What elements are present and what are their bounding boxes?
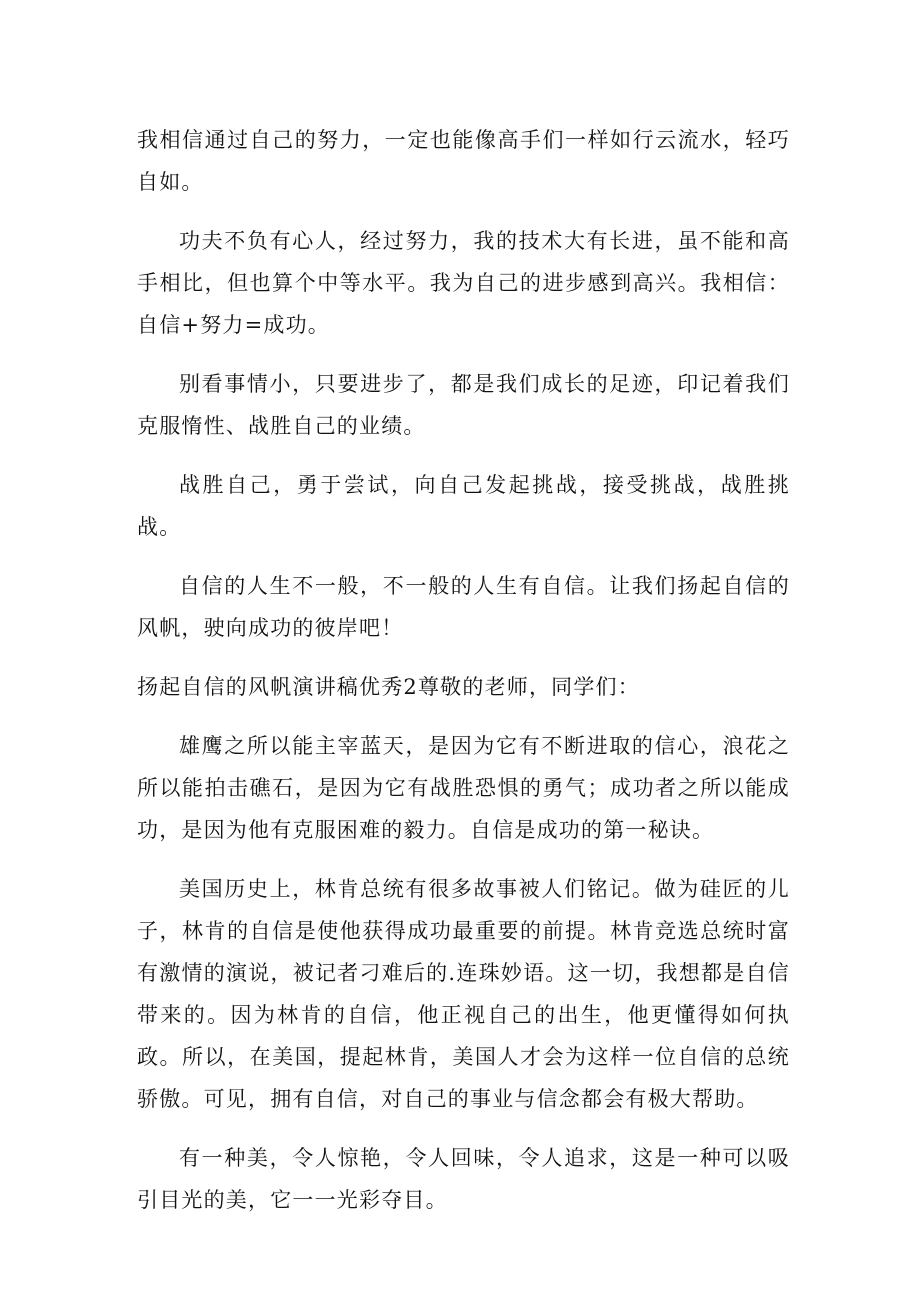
paragraph-eagle: 雄鹰之所以能主宰蓝天，是因为它有不断进取的信心，浪花之所以能拍击礁石，是因为它有战胜恐惧的勇气；成功者之所以能成功，是因为他有克服困难的毅力。自信是成功的第一秘诀。 <box>137 734 790 842</box>
paragraph-beauty: 有一种美，令人惊艳，令人回味，令人追求，这是一种可以吸引目光的美，它一一光彩夺目。 <box>137 1146 790 1212</box>
paragraph-confidence-life: 自信的人生不一般，不一般的人生有自信。让我们扬起自信的风帆，驶向成功的彼岸吧！ <box>137 574 790 640</box>
paragraph-progress: 别看事情小，只要进步了，都是我们成长的足迹，印记着我们克服惰性、战胜自己的业绩。 <box>137 372 790 438</box>
paragraph-effort: 功夫不负有心人，经过努力，我的技术大有长进，虽不能和高手相比，但也算个中等水平。我为自己的进步感到高兴。我相信：自信+努力=成功。 <box>137 229 790 337</box>
paragraph-challenge: 战胜自己，勇于尝试，向自己发起挑战，接受挑战，战胜挑战。 <box>137 473 790 539</box>
speech-heading: 扬起自信的风帆演讲稿优秀2尊敬的老师，同学们： <box>137 675 640 699</box>
paragraph-lincoln: 美国历史上，林肯总统有很多故事被人们铭记。做为硅匠的儿子，林肯的自信是使他获得成功最重要的前提。林肯竞选总统时富有激情的演说，被记者刁难后的.连珠妙语。这一切，我想都是自信带来的。因为林肯的自信，他正视自己的出生，他更懂得如何执政。所以，在美国，提起林肯，美国人才会为这样一位自信的总统骄傲。可见，拥有自信，对自己的事业与信念都会有极大帮助。 <box>137 877 790 1111</box>
paragraph-continuation: 我相信通过自己的努力，一定也能像高手们一样如行云流水，轻巧自如。 <box>137 128 790 194</box>
